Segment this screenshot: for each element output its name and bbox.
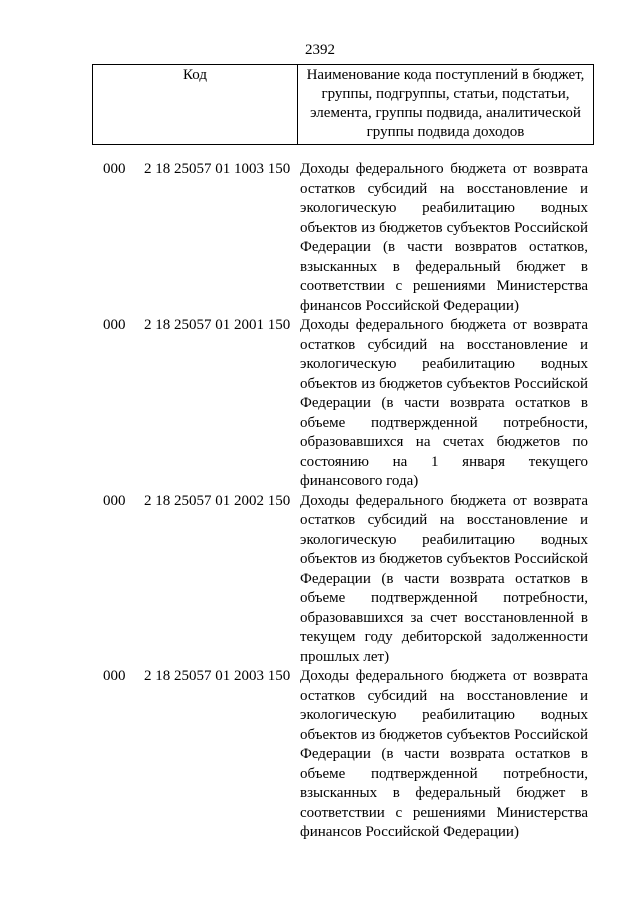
income-code: 2 18 25057 01 2001 150 [144, 317, 291, 333]
admin-code: 000 [103, 668, 126, 684]
income-code: 2 18 25057 01 2003 150 [144, 668, 291, 684]
income-code: 2 18 25057 01 1003 150 [144, 161, 291, 177]
income-description: Доходы федерального бюджета от возврата остатков субсидий на восстановление и экологическую реабилитацию водных объектов из бюджетов субъектов Российской Федерации (в части возврата остатков в объеме подтвержденной потребности, образовавшихся за счет восстановленной в текущем году дебиторской задолженности прошлых лет) [300, 492, 588, 665]
header-code-column: Код [93, 65, 298, 145]
header-name-column: Наименование кода поступлений в бюджет, группы, подгруппы, статьи, подстатьи, элемента, группы подвида, аналитической группы подвида доходов [298, 65, 594, 145]
income-code: 2 18 25057 01 2002 150 [144, 492, 291, 509]
table-row [0, 492, 640, 668]
income-description: Доходы федерального бюджета от возврата остатков субсидий на восстановление и экологическую реабилитацию водных объектов из бюджетов субъектов Российской Федерации (в части возвратов остатков, взысканных в федеральный бюджет в соответствии с решениями Министерства финансов Российской Федерации) [300, 161, 588, 314]
income-description: Доходы федерального бюджета от возврата остатков субсидий на восстановление и экологическую реабилитацию водных объектов из бюджетов субъектов Российской Федерации (в части возврата остатков в объеме подтвержденной потребности, образовавшихся на счетах бюджетов по состоянию на 1 января текущего финансового года) [300, 317, 588, 489]
header-table [92, 64, 594, 145]
table-row [0, 160, 640, 316]
income-code-list [0, 160, 640, 843]
admin-code: 000 [103, 161, 126, 177]
income-description: Доходы федерального бюджета от возврата остатков субсидий на восстановление и экологическую реабилитацию водных объектов из бюджетов субъектов Российской Федерации (в части возврата остатков в объеме подтвержденной потребности, взысканных в федеральный бюджет в соответствии с решениями Министерства финансов Российской Федерации) [300, 668, 588, 840]
admin-code: 000 [103, 317, 126, 333]
header-row [93, 65, 594, 145]
table-row [0, 316, 640, 492]
page-number: 2392 [305, 42, 335, 58]
table-row [0, 667, 640, 843]
admin-code: 000 [103, 492, 126, 509]
